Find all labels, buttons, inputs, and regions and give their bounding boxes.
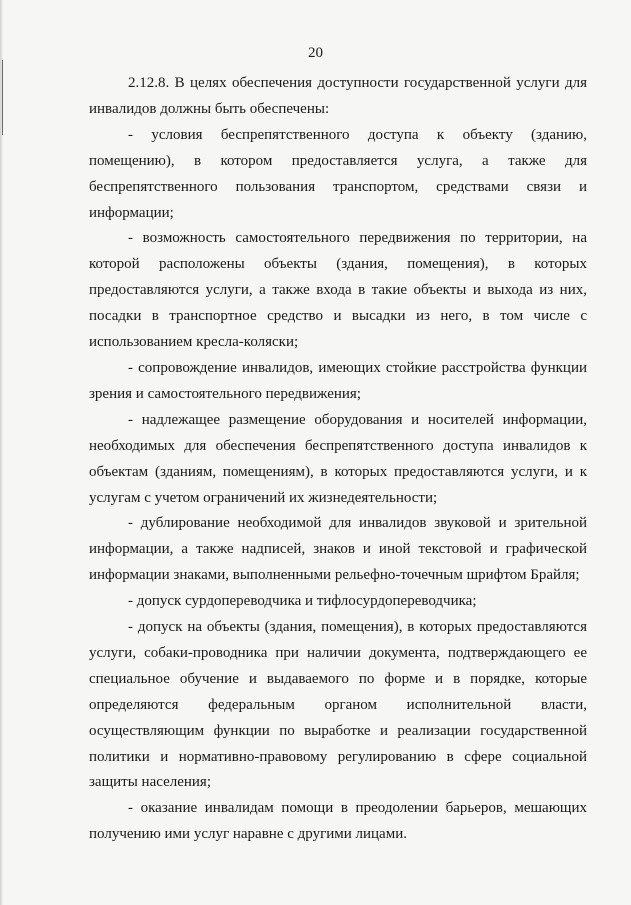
paragraph-item: - допуск на объекты (здания, помещения), в которых предоставляются услуги, собаки-проводника при наличии документа, подтверждающего ее специальное обучение и выдаваемого по форме и в порядке, которые определяются федеральным органом исполнительной власти, осуществляющим функции по выработке и реализации государственной политики и нормативно-правовому регулированию в сфере социальной защиты населения; — [89, 619, 587, 791]
paragraph-item: - сопровождение инвалидов, имеющих стойкие расстройства функции зрения и самостоятельного передвижения; — [89, 359, 587, 402]
paragraph-item: - возможность самостоятельного передвижения по территории, на которой расположены объекты (здания, помещения), в которых предоставляются услуги, а также входа в такие объекты и выхода из них, посадки в транспортное средство и высадки из него, в том числе с использованием кресла-коляски; — [89, 230, 587, 351]
paragraph-item: - допуск сурдопереводчика и тифлосурдопереводчика; — [128, 593, 477, 610]
paragraph-item: - надлежащее размещение оборудования и носителей информации, необходимых для обеспечения беспрепятственного доступа инвалидов к объектам (зданиям, помещениям), в которых предоставляются услуги, и к услугам с учетом ограничений их жизнедеятельности; — [89, 411, 587, 506]
scan-artifact-line — [2, 60, 3, 135]
paragraph-item: - дублирование необходимой для инвалидов звуковой и зрительной информации, а также надписей, знаков и иной текстовой и графической информации знаками, выполненными рельефно-точечным шрифтом Брайля; — [89, 515, 587, 584]
scan-edge — [0, 0, 3, 905]
paragraph-intro: 2.12.8. В целях обеспечения доступности государственной услуги для инвалидов должны быть обеспечены: — [89, 75, 587, 117]
page-number: 20 — [308, 45, 323, 61]
paragraph-item: - условия беспрепятственного доступа к объекту (зданию, помещению), в котором предоставляется услуга, а также для беспрепятственного пользования транспортом, средствами связи и информации; — [89, 126, 587, 221]
document-body — [89, 71, 587, 848]
paragraph-item: - оказание инвалидам помощи в преодолении барьеров, мешающих получению ими услуг наравне с другими лицами. — [89, 800, 587, 843]
